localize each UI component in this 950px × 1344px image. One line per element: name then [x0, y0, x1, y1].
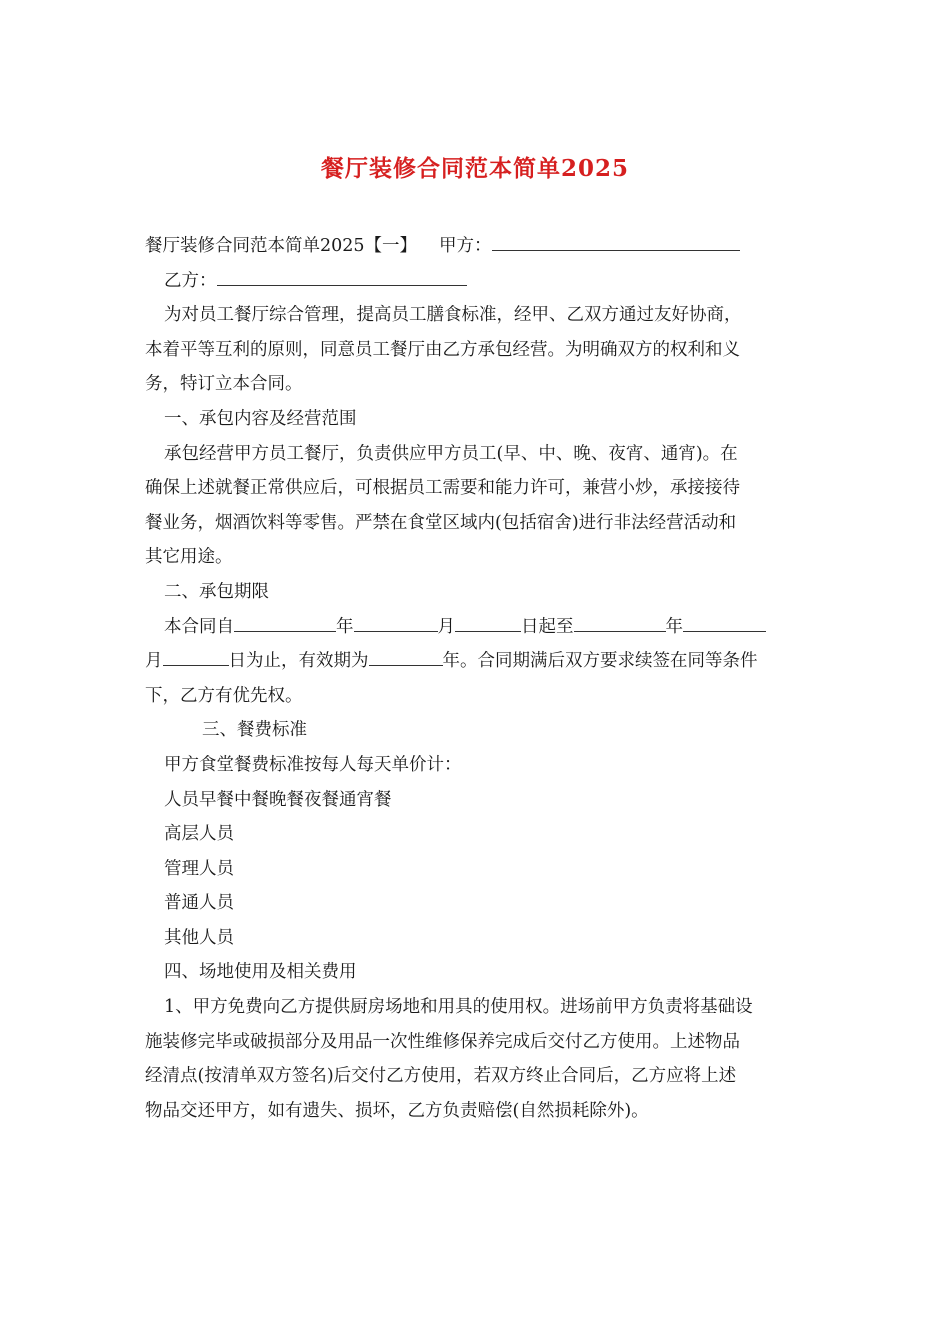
section3-heading: 三、餐费标准 — [202, 720, 307, 741]
start-day-blank — [455, 612, 521, 632]
term-text: 月 — [437, 616, 455, 637]
intro-line: 务，特订立本合同。 — [145, 374, 303, 395]
intro-line: 为对员工餐厅综合管理，提高员工膳食标准，经甲、乙双方通过友好协商， — [164, 305, 742, 326]
section1-line: 其它用途。 — [145, 547, 233, 568]
section1-line: 餐业务，烟酒饮料等零售。严禁在食堂区域内(包括宿舍)进行非法经营活动和 — [145, 512, 737, 533]
section1-line: 承包经营甲方员工餐厅，负责供应甲方员工(早、中、晚、夜宵、通宵)。在 — [164, 443, 738, 464]
meal-table-header: 人员早餐中餐晚餐夜餐通宵餐 — [164, 789, 392, 810]
section4-heading: 四、场地使用及相关费用 — [164, 962, 357, 983]
section2-heading: 二、承包期限 — [164, 581, 269, 602]
end-year-blank — [574, 612, 666, 632]
party-b-line — [145, 264, 805, 299]
section4-line: 物品交还甲方，如有遗失、损坏，乙方负责赔偿(自然损耗除外)。 — [145, 1100, 649, 1121]
validity-years-blank — [369, 646, 443, 666]
section1-heading: 一、承包内容及经营范围 — [164, 408, 357, 429]
term-text: 年 — [336, 616, 354, 637]
meal-table-row: 高层人员 — [164, 824, 234, 845]
term-text: 日起至 — [521, 616, 574, 637]
intro-line: 本着平等互利的原则，同意员工餐厅由乙方承包经营。为明确双方的权利和义 — [145, 339, 740, 360]
section1-line: 确保上述就餐正常供应后，可根据员工需要和能力许可，兼营小炒，承接接待 — [145, 478, 740, 499]
party-b-label: 乙方： — [164, 270, 217, 291]
section3-intro: 甲方食堂餐费标准按每人每天单价计： — [164, 754, 462, 775]
end-day-blank — [163, 646, 229, 666]
term-text: 年 — [665, 616, 683, 637]
contract-heading: 餐厅装修合同范本简单2025【一】 — [145, 236, 418, 256]
term-text: 本合同自 — [164, 616, 234, 637]
meal-table-row: 其他人员 — [164, 927, 234, 948]
meal-table-row: 普通人员 — [164, 893, 234, 914]
party-a-line — [145, 229, 805, 264]
party-a-label: 甲方： — [439, 236, 492, 256]
start-month-blank — [354, 612, 438, 632]
term-text: 月 — [145, 651, 163, 672]
term-line-1 — [145, 610, 805, 645]
term-line-3: 下，乙方有优先权。 — [145, 685, 303, 706]
section4-line: 经清点(按清单双方签名)后交付乙方使用，若双方终止合同后，乙方应将上述 — [145, 1066, 737, 1087]
term-text: 日为止，有效期为 — [228, 651, 369, 672]
term-line-2 — [145, 644, 805, 679]
section4-line: 1、甲方免费向乙方提供厨房场地和用具的使用权。进场前甲方负责将基础设 — [164, 997, 753, 1018]
document-body — [145, 229, 805, 1128]
term-text: 年。合同期满后双方要求续签在同等条件 — [442, 651, 758, 672]
end-month-blank — [683, 612, 766, 632]
start-year-blank — [234, 612, 336, 632]
document-title: 餐厅装修合同范本简单2025 — [320, 155, 629, 182]
party-b-blank — [217, 266, 467, 286]
section4-line: 施装修完毕或破损部分及用品一次性维修保养完成后交付乙方使用。上述物品 — [145, 1031, 740, 1052]
party-a-blank — [492, 231, 740, 251]
meal-table-row: 管理人员 — [164, 858, 234, 879]
